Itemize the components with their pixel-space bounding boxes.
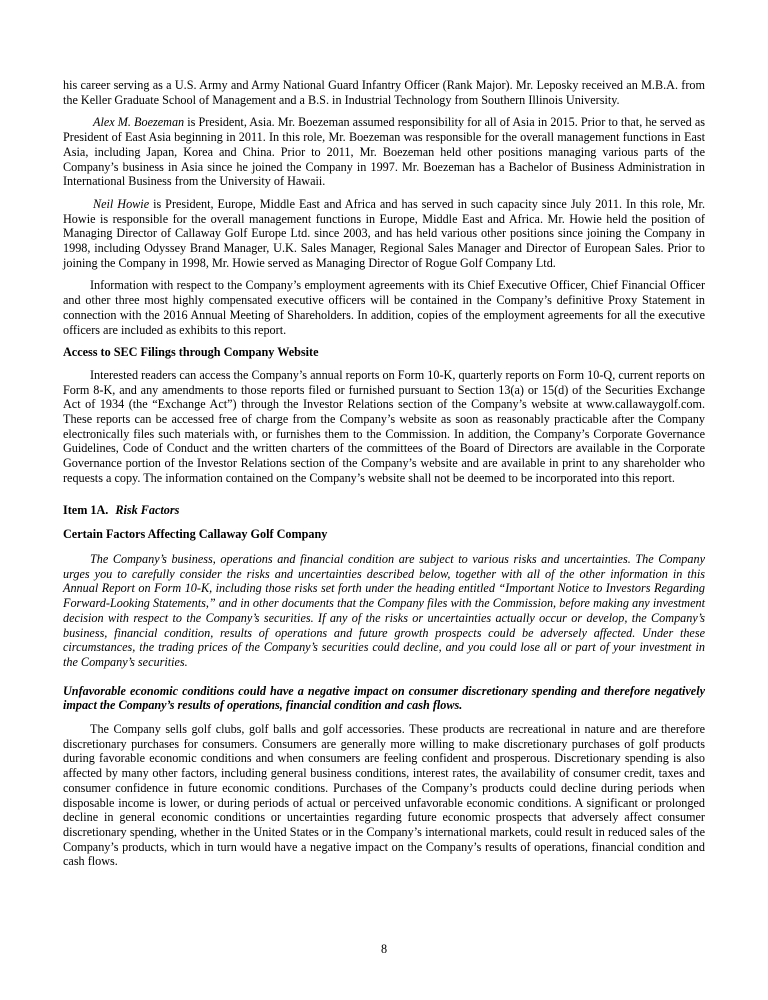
executive-name-howie: Neil Howie bbox=[93, 196, 150, 211]
heading-certain-factors: Certain Factors Affecting Callaway Golf Company bbox=[63, 527, 328, 542]
page-number: 8 bbox=[380, 942, 388, 957]
paragraph-howie-text: is President, Europe, Middle East and Africa and has served in such capacity since July 2011. In this role, Mr. Howie is responsible for the overall management functions in Europe, Middle East and Africa. Mr. Howie held the position of Managing Director of Callaway Golf Europe Ltd. since 2003, and has held various other positions since joining the Company in 1998, including Odyssey Brand Manager, U.K. Sales Manager, Regional Sales Manager and Director of European Sales. Prior to joining the Company in 1998, Mr. Howie served as Managing Director of Rogue Golf Company Ltd. bbox=[63, 196, 705, 270]
heading-sec-filings-access: Access to SEC Filings through Company Website bbox=[63, 345, 319, 360]
paragraph-howie-bio bbox=[63, 197, 705, 271]
paragraph-sec-filings-access: Interested readers can access the Company’s annual reports on Form 10-K, quarterly reports on Form 10-Q, current reports on Form 8-K, and any amendments to those reports filed or furnished pursuant to Section 13(a) or 15(d) of the Securities Exchange Act of 1934 (the “Exchange Act”) through the Investor Relations section of the Company’s website at www.callawaygolf.com. These reports can be accessed free of charge from the Company’s website as soon as reasonably practicable after the Company electronically files such materials with, or furnishes them to the Commission. In addition, the Company’s Corporate Governance Guidelines, Code of Conduct and the written charters of the committees of the Board of Directors are available in the Corporate Governance portion of the Investor Relations section of the Company’s website and are available in print to any shareholder who requests a copy. The information contained on the Company’s website shall not be deemed to be incorporated into this report. bbox=[63, 367, 705, 485]
item-1a-label: Item 1A. bbox=[63, 502, 109, 517]
paragraph-boezeman-bio bbox=[63, 115, 705, 189]
paragraph-risk-factors-intro: The Company’s business, operations and financial condition are subject to various risks and uncertainties. The Company urges you to carefully consider the risks and uncertainties described below, together with all of the other information in this Annual Report on Form 10-K, including those risks set forth under the heading entitled “Important Notice to Investors Regarding Forward-Looking Statements,” and in other documents that the Company files with the Commission, before making any investment decision with respect to the Company’s securities. If any of the risks or uncertainties actually occur or develop, the Company’s business, financial condition, results of operations and future growth prospects could be adversely affected. Under these circumstances, the trading prices of the Company’s securities could decline, and you could lose all or part of your investment in the Company’s securities. bbox=[63, 551, 705, 669]
item-1a-title: Risk Factors bbox=[115, 502, 180, 517]
executive-name-boezeman: Alex M. Boezeman bbox=[93, 115, 185, 130]
paragraph-economic-conditions: The Company sells golf clubs, golf balls and golf accessories. These products are recreational in nature and are therefore discretionary purchases for consumers. Consumers are generally more willing to make discretionary purchases of golf products during favorable economic conditions and when consumers are feeling confident and prosperous. Discretionary spending is also affected by many other factors, including general business conditions, interest rates, the availability of consumer credit, taxes and consumer confidence in future economic conditions. Purchases of the Company’s products could decline during periods when disposable income is lower, or during periods of actual or perceived unfavorable economic conditions. A significant or prolonged decline in general economic conditions or uncertainties regarding future economic prospects that adversely affect consumer discretionary spending, whether in the United States or in the Company’s international markets, could result in reduced sales of the Company’s products, which in turn would have a negative impact on the Company’s results of operations, financial condition and cash flows. bbox=[63, 722, 705, 869]
heading-unfavorable-economic-conditions: Unfavorable economic conditions could have a negative impact on consumer discretionary spending and therefore negatively impact the Company’s results of operations, financial condition and cash flows. bbox=[63, 683, 705, 713]
paragraph-boezeman-text: is President, Asia. Mr. Boezeman assumed responsibility for all of Asia in 2015. Prior to that, he served as President of East Asia beginning in 2011. In this role, Mr. Boezeman was responsible for the overall management functions in East Asia, including Japan, Korea and China. Prior to 2011, Mr. Boezeman held other positions managing various parts of the Company’s business in Asia since he joined the Company in 1997. Mr. Boezeman has a Bachelor of Business Administration in International Business from the University of Hawaii. bbox=[63, 115, 705, 189]
paragraph-career-continuation: his career serving as a U.S. Army and Army National Guard Infantry Officer (Rank Major). Mr. Leposky received an M.B.A. from the Keller Graduate School of Management and a B.S. in Industrial Technology from Southern Illinois University. bbox=[63, 78, 705, 107]
heading-item-1a bbox=[63, 503, 705, 518]
paragraph-employment-agreements: Information with respect to the Company’s employment agreements with its Chief Executive Officer, Chief Financial Officer and other three most highly compensated executive officers will be contained in the Company’s definitive Proxy Statement in connection with the 2016 Annual Meeting of Shareholders. In addition, copies of the employment agreements for all the executive officers are included as exhibits to this report. bbox=[63, 278, 705, 337]
